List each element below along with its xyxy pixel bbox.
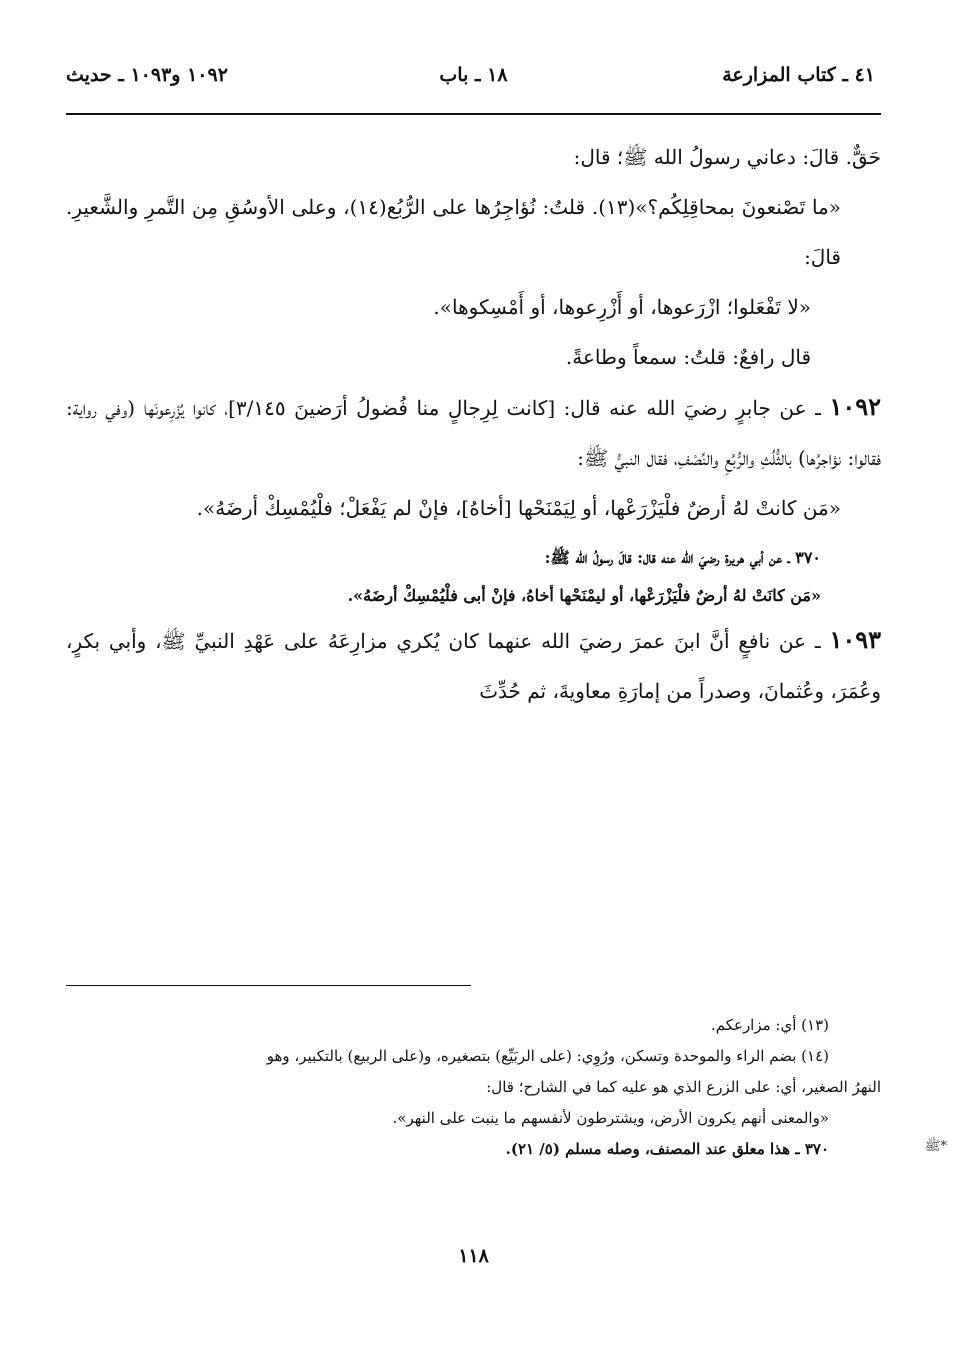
- prophet-instruction-quote: «لا تَفْعَلوا؛ ازْرَعوها، أو أَزْرِعوها، أو أَمْسِكوها».: [433, 295, 811, 319]
- header-chapter: ١٨ ـ باب: [439, 64, 508, 86]
- page-header: [66, 60, 881, 100]
- hadith-1092: [66, 382, 881, 483]
- narration-370-quote: «مَن كانَتْ لهُ أرضٌ فلْيَزْرَعْها، أو ليمْنَحْها أخاهُ، فإنْ أبى فلْيُمْسِكْ أرضَهُ».: [347, 586, 821, 605]
- footnote-14-quote: «والمعنى أنهم يكرون الأرض، ويشترطون لأنفسهم ما ينبت على النهر».: [392, 1109, 829, 1127]
- header-hadith-range: ١٠٩٢ و١٠٩٣ ـ حديث: [66, 64, 228, 86]
- footnote-13: (١٣) أي: مزارعكم.: [710, 1016, 829, 1034]
- main-text: [66, 132, 881, 716]
- hadith-1092-text: ـ عن جابرٍ رضيَ الله عنه قال: [كانت لِرِجالٍ منا فُضولُ أرَضينَ ٣/١٤٥]، كانوا يُزْرِعونَها (وفي رواية: فقالوا: نؤاجرُها) بالثُّلُثِ والرُّبُعِ والنِّصْفِ، فقال النبيُّ ﷺ:: [66, 396, 881, 470]
- rafi-response: قال رافعٌ: قلتُ: سمعاً وطاعةً.: [565, 345, 811, 369]
- prophet-question-quote: «ما تَصْنعونَ بمحاقِلِكُم؟»(١٣). قلتُ: نُؤاجِرُها على الرُّبُع(١٤)، وعلى الأوسُقِ مِن التَّمرِ والشَّعيرِ. قالَ:: [66, 195, 841, 269]
- footnote-divider: [66, 985, 471, 986]
- hadith-1093-text: ـ عن نافعٍ أنَّ ابنَ عمرَ رضيَ الله عنهما كان يُكري مزارِعَهُ على عَهْدِ النبيِّ ﷺ، وأبي بكرٍ، وعُمَرَ، وعُثمانَ، وصدراً من إمارَةِ معاويةَ، ثم حُدِّثَ: [66, 629, 881, 703]
- footnote-14-continued: النهرُ الصغير، أي: على الزرع الذي هو عليه كما في الشارح؛ قال:: [486, 1078, 881, 1096]
- hadith-1092-quote: «مَن كانتْ لهُ أرضٌ فلْيَزْرَعْها، أو لِيَمْنَحْها [أخاهُ]، فإنْ لم يَفْعَلْ؛ فلْيُمْسِكْ أرضَهُ».: [196, 496, 841, 520]
- footnote-14: (١٤) بضم الراء والموحدة وتسكن، ورُوِي: (على الربَيِّع) بتصغيره، و(على الربيع) بالتكبير، وهو: [266, 1047, 829, 1065]
- footnotes: [66, 1010, 881, 1165]
- narration-370-intro: ٣٧٠ ـ عن أبي هريرة رضيَ الله عنه قال: قالَ رسولُ الله ﷺ:: [544, 548, 821, 567]
- margin-mark: *ﷺ: [924, 1139, 947, 1154]
- footnote-370: ٣٧٠ ـ هذا معلق عند المصنف، وصله مسلم (٥/ ٢١).: [505, 1140, 829, 1158]
- page-number: ١١٨: [458, 1245, 489, 1267]
- book-page: [66, 50, 881, 1310]
- text-line-intro: حَقٌّ. قالَ: دعاني رسولُ الله ﷺ؛ قال:: [573, 145, 881, 169]
- header-book-title: ٤١ ـ كتاب المزارعة: [722, 64, 875, 86]
- header-divider: [66, 113, 881, 115]
- hadith-1093: [66, 615, 881, 716]
- hadith-number-1092: ١٠٩٢: [829, 392, 882, 421]
- hadith-number-1093: ١٠٩٣: [829, 625, 882, 654]
